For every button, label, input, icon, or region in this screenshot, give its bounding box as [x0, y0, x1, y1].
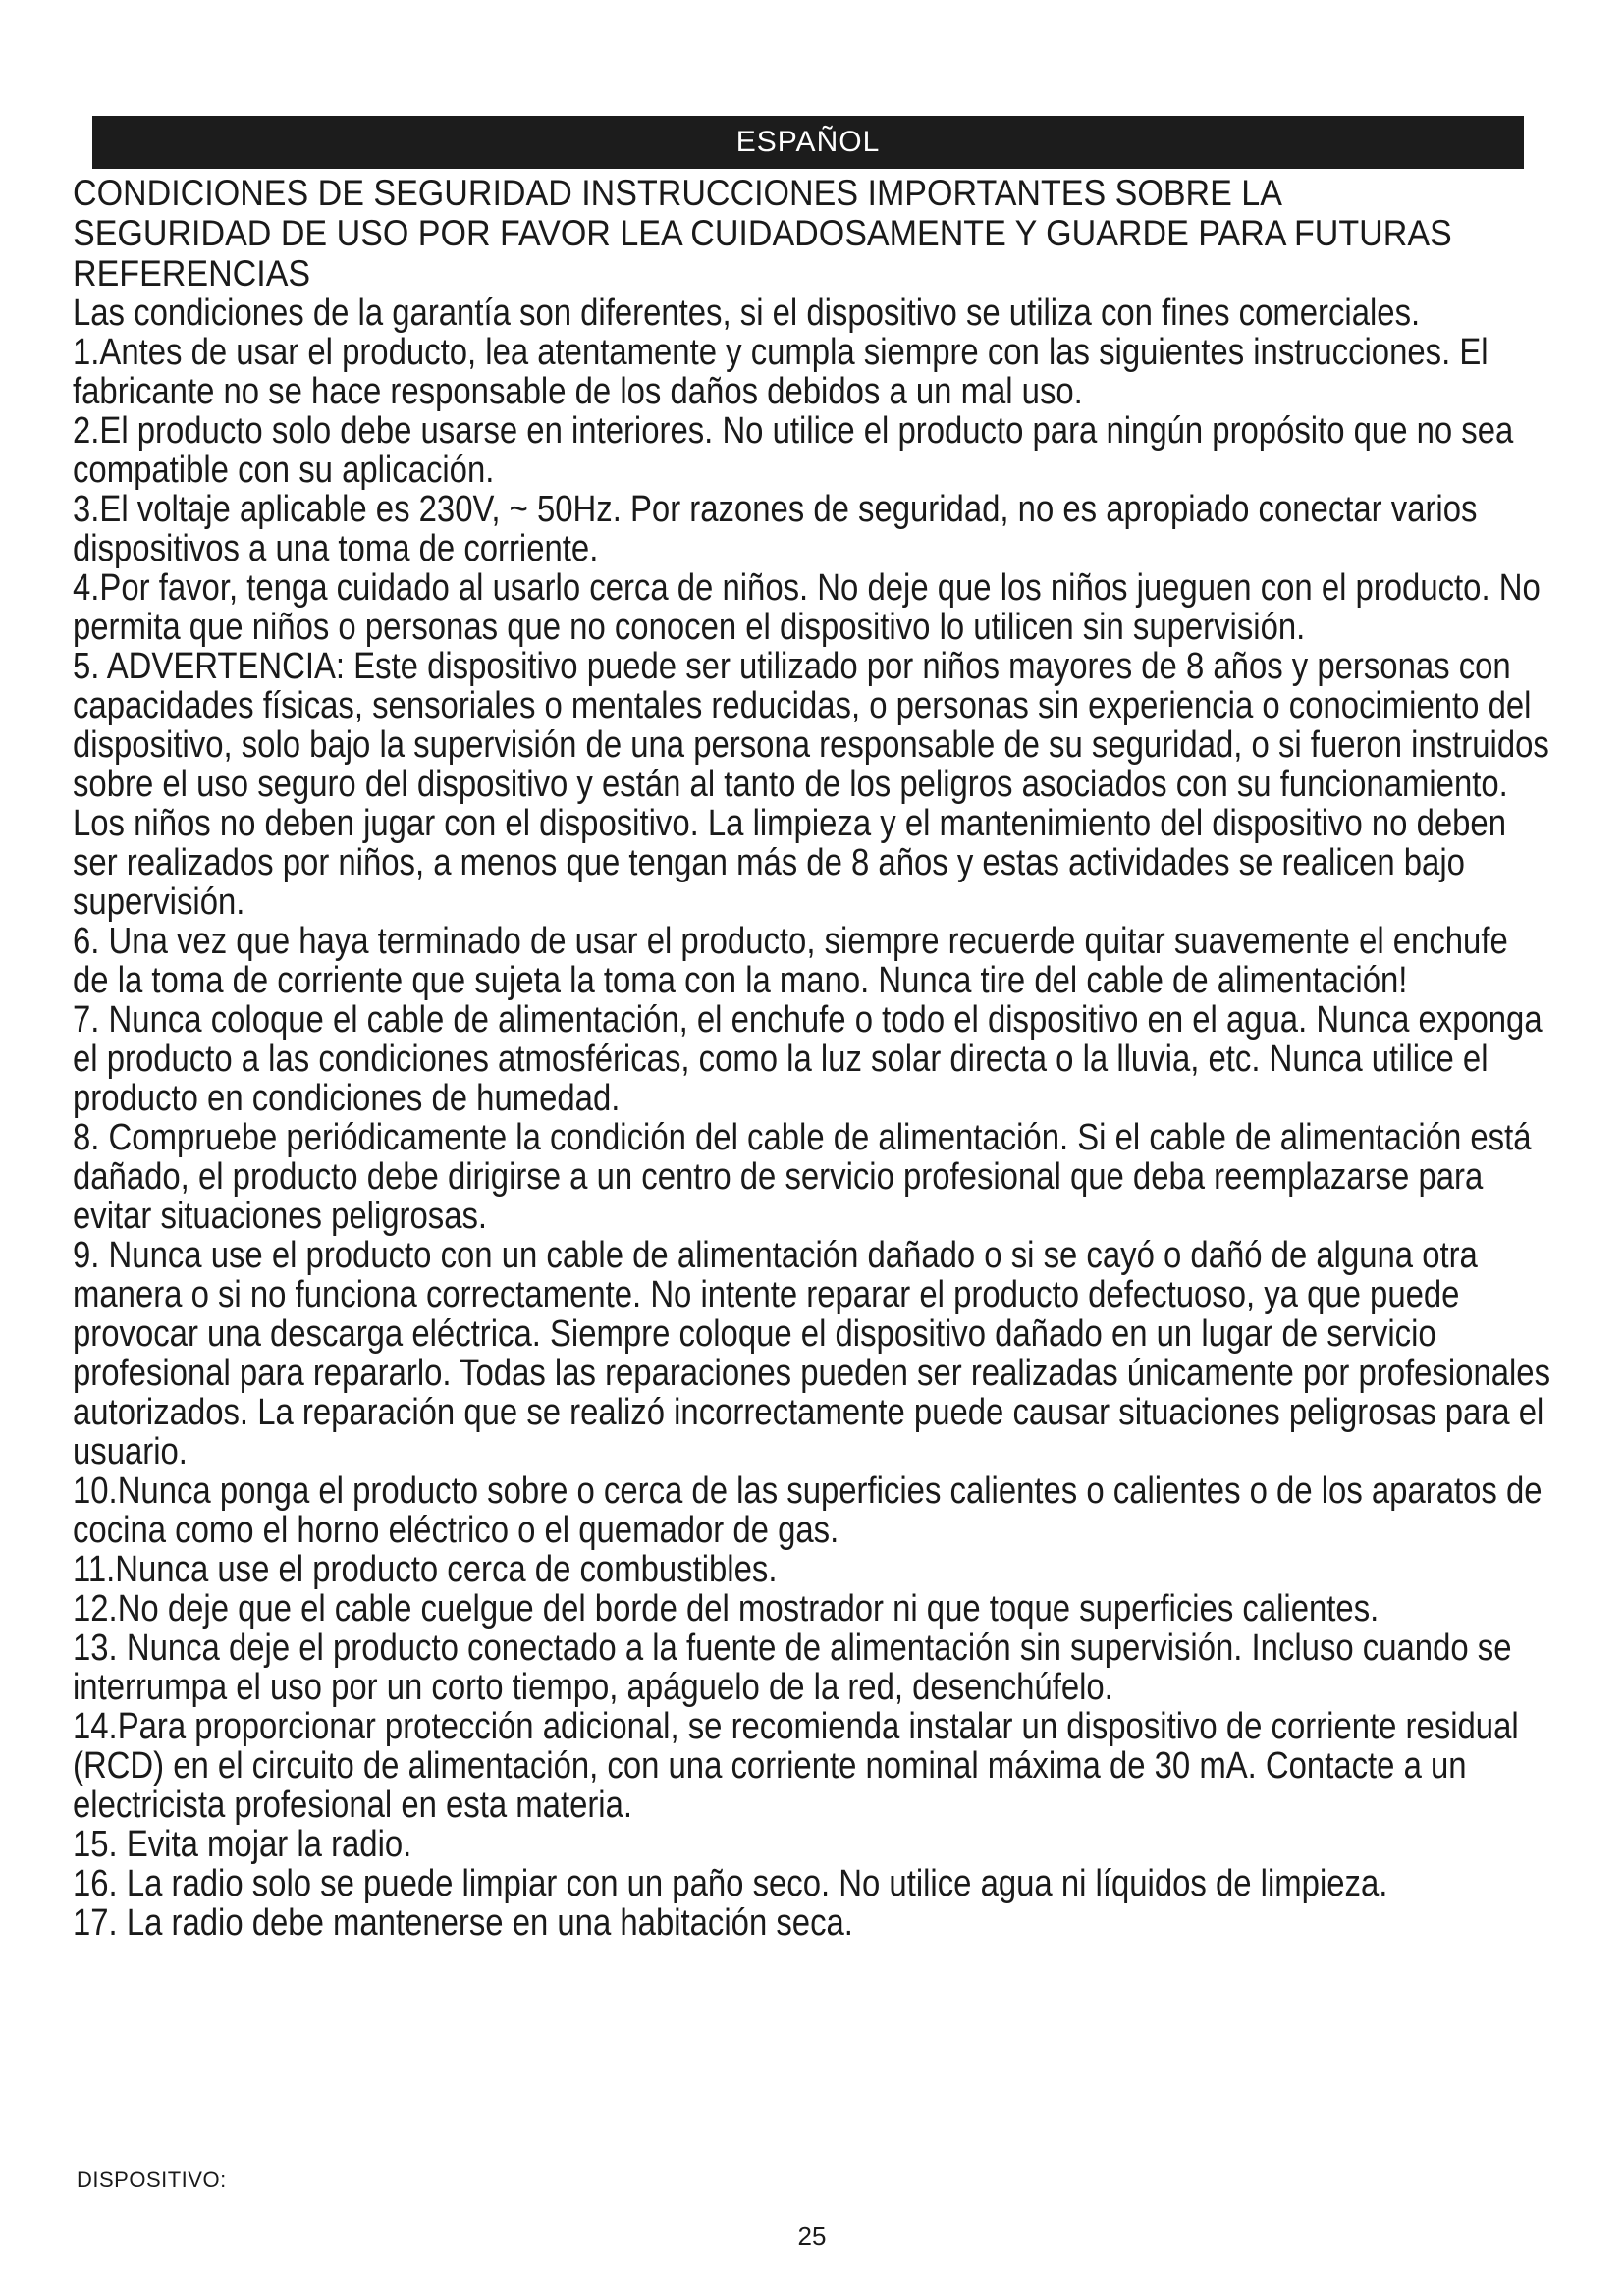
instruction-item: 16. La radio solo se puede limpiar con un paño seco. No utilice agua ni líquidos de limpieza. [73, 1863, 1388, 1904]
instruction-item: 3.El voltaje aplicable es 230V, ~ 50Hz. Por razones de seguridad, no es apropiado conectar varios dispositivos a una toma de corriente. [73, 489, 1478, 569]
instruction-item: 17. La radio debe mantenerse en una habitación seca. [73, 1902, 853, 1944]
instruction-item: 13. Nunca deje el producto conectado a la fuente de alimentación sin supervisión. Incluso cuando se interrumpa el uso por un corto tiempo, apáguelo de la red, desenchúfelo. [73, 1628, 1512, 1708]
language-header: ESPAÑOL [92, 116, 1524, 169]
instruction-item: 12.No deje que el cable cuelgue del borde del mostrador ni que toque superficies calientes. [73, 1588, 1380, 1629]
instruction-item: 1.Antes de usar el producto, lea atentamente y cumpla siempre con las siguientes instrucciones. El fabricante no se hace responsable de los daños debidos a un mal uso. [73, 332, 1489, 412]
instruction-item: 11.Nunca use el producto cerca de combustibles. [73, 1549, 778, 1590]
instruction-item: 10.Nunca ponga el producto sobre o cerca de las superficies calientes o calientes o de los aparatos de cocina como el horno eléctrico o el quemador de gas. [73, 1470, 1543, 1551]
instruction-item: 4.Por favor, tenga cuidado al usarlo cerca de niños. No deje que los niños jueguen con el producto. No permita que niños o personas que no conocen el dispositivo lo utilicen sin supervisión. [73, 567, 1541, 648]
instruction-item: 2.El producto solo debe usarse en interiores. No utilice el producto para ningún propósito que no sea compatible con su aplicación. [73, 410, 1514, 491]
intro-paragraph: Las condiciones de la garantía son diferentes, si el dispositivo se utiliza con fines comerciales. [73, 293, 1421, 334]
instruction-item: 7. Nunca coloque el cable de alimentación, el enchufe o todo el dispositivo en el agua. Nunca exponga el producto a las condiciones atmosféricas, como la luz solar directa o la lluvia, etc. Nunca utilice el producto en condiciones de humedad. [73, 999, 1543, 1119]
instruction-item: 8. Compruebe periódicamente la condición del cable de alimentación. Si el cable de alimentación está dañado, el producto debe dirigirse a un centro de servicio profesional que deba reemplazarse para evitar situaciones peligrosas. [73, 1117, 1532, 1237]
device-label: DISPOSITIVO: [77, 2167, 227, 2192]
instruction-item: 15. Evita mojar la radio. [73, 1824, 412, 1865]
safety-instructions [73, 173, 1555, 1943]
instruction-item: 6. Una vez que haya terminado de usar el producto, siempre recuerde quitar suavemente el enchufe de la toma de corriente que sujeta la toma con la mano. Nunca tire del cable de alimentación! [73, 921, 1508, 1001]
page-number: 25 [797, 2221, 827, 2251]
instruction-item: 9. Nunca use el producto con un cable de alimentación dañado o si se cayó o dañó de alguna otra manera o si no funciona correctamente. No intente reparar el producto defectuoso, ya que puede provocar una descarga eléctrica. Siempre coloque el dispositivo dañado en un lugar de servicio profesional para repararlo. Todas las reparaciones pueden ser realizadas únicamente por profesionales autorizados. La reparación que se realizó incorrectamente puede causar situaciones peligrosas para el usuario. [73, 1235, 1551, 1472]
instruction-item: 5. ADVERTENCIA: Este dispositivo puede ser utilizado por niños mayores de 8 años y personas con capacidades físicas, sensoriales o mentales reducidas, o personas sin experiencia o conocimiento del dispositivo, solo bajo la supervisión de una persona responsable de su seguridad, o si fueron instruidos sobre el uso seguro del dispositivo y están al tanto de los peligros asociados con su funcionamiento. Los niños no deben jugar con el dispositivo. La limpieza y el mantenimiento del dispositivo no deben ser realizados por niños, a menos que tengan más de 8 años y estas actividades se realicen bajo supervisión. [73, 646, 1549, 923]
instruction-item: 14.Para proporcionar protección adicional, se recomienda instalar un dispositivo de corriente residual (RCD) en el circuito de alimentación, con una corriente nominal máxima de 30 mA. Contacte a un electricista profesional en esta materia. [73, 1706, 1519, 1826]
page-title: CONDICIONES DE SEGURIDAD INSTRUCCIONES IMPORTANTES SOBRE LA SEGURIDAD DE USO POR FAVOR LEA CUIDADOSAMENTE Y GUARDE PARA FUTURAS REFERENCIAS [73, 173, 1452, 294]
